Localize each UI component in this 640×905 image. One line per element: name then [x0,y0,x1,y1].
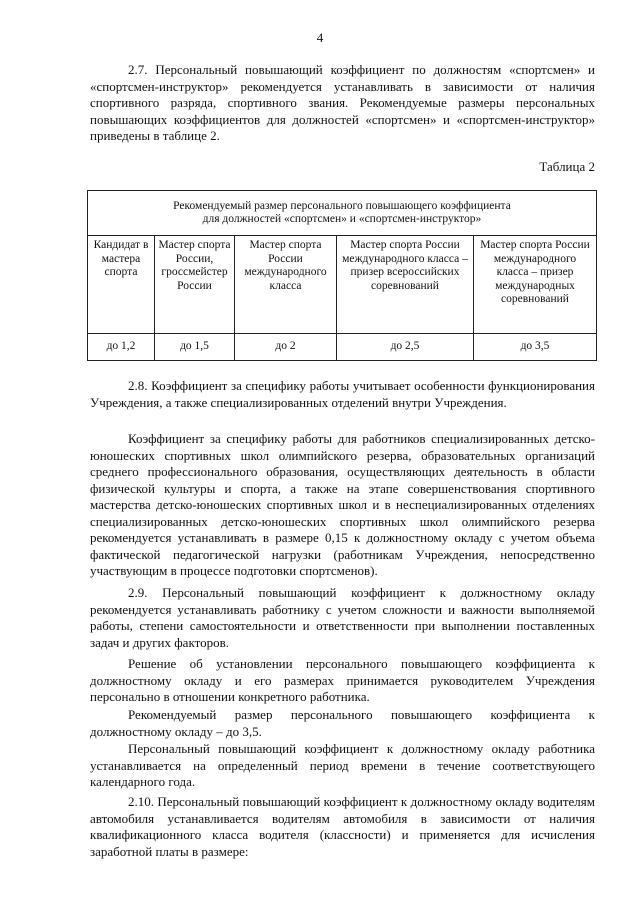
table-header-line-1: Рекомендуемый размер персонального повышающего коэффициента [173,199,511,212]
paragraph-2-9-max-size: Рекомендуемый размер персонального повышающего коэффициента к должностному окладу – до 3,5. [90,707,595,739]
table-header-line-2: для должностей «спортсмен» и «спортсмен-инструктор» [202,213,482,225]
table-value-cell: до 1,2 [88,334,155,361]
coefficient-table [87,190,597,361]
table-caption: Таблица 2 [539,159,595,174]
table-category-cell: Мастер спорта России международного класса – призер всероссийских соревнований [337,236,474,334]
table-header-cell [88,191,597,236]
table-category-row [88,236,597,334]
paragraph-2-9-decision: Решение об установлении персонального повышающего коэффициента к должностному окладу и его размерах принимается руководителем Учреждения персонально в отношении конкретного работника. [90,656,595,704]
table-value-cell: до 1,5 [155,334,235,361]
table-value-row [88,334,597,361]
paragraph-2-8-specifics: Коэффициент за специфику работы для работников специализированных детско-юношеских спортивных школ олимпийского резерва, образовательных организаций среднего профессионального образования, осуществляющих деятельность в области физической культуры и спорта, а также на этапе совершенствования спортивного мастерства детско-юношеских спортивных школ и в неспециализированных отделениях специализированных детско-юношеских спортивных школ олимпийского резерва рекомендуется устанавливать в размере 0,15 к должностному окладу с учетом объема фактической педагогической нагрузки (работникам Учреждения, непосредственно участвующим в процессе подготовки спортсменов). [90,431,595,578]
paragraph-2-8: 2.8. Коэффициент за специфику работы учитывает особенности функционирования Учреждения, а также специализированных отделений внутри Учреждения. [90,378,595,410]
table-value-cell: до 3,5 [474,334,597,361]
paragraph-2-9-period: Персональный повышающий коэффициент к должностному окладу работника устанавливается на определенный период времени в течение соответствующего календарного года. [90,741,595,789]
paragraph-2-9: 2.9. Персональный повышающий коэффициент к должностному окладу рекомендуется устанавливать работнику с учетом сложности и важности выполняемой работы, степени самостоятельности и ответственности при выполнении поставленных задач и других факторов. [90,585,595,650]
table-category-cell: Мастер спорта России международного класса [235,236,337,334]
table-header-row [88,191,597,236]
table-value-cell: до 2 [235,334,337,361]
paragraph-2-10: 2.10. Персональный повышающий коэффициент к должностному окладу водителям автомобиля устанавливается водителям автомобиля в зависимости от наличия квалификационного класса водителя (классности) и применяется для исчисления заработной платы в размере: [90,794,595,859]
page-number: 4 [316,30,324,45]
table-category-cell: Кандидат в мастера спорта [88,236,155,334]
table-category-cell: Мастер спорта России международного класса – призер международных соревнований [474,236,597,334]
table-category-cell: Мастер спорта России, гроссмейстер России [155,236,235,334]
table-value-cell: до 2,5 [337,334,474,361]
paragraph-2-7: 2.7. Персональный повышающий коэффициент по должностям «спортсмен» и «спортсмен-инструктор» рекомендуется устанавливать в зависимости от наличия спортивного разряда, спортивного звания. Рекомендуемые размеры персональных повышающих коэффициентов для должностей «спортсмен» и «спортсмен-инструктор» приведены в таблице 2. [90,62,595,143]
